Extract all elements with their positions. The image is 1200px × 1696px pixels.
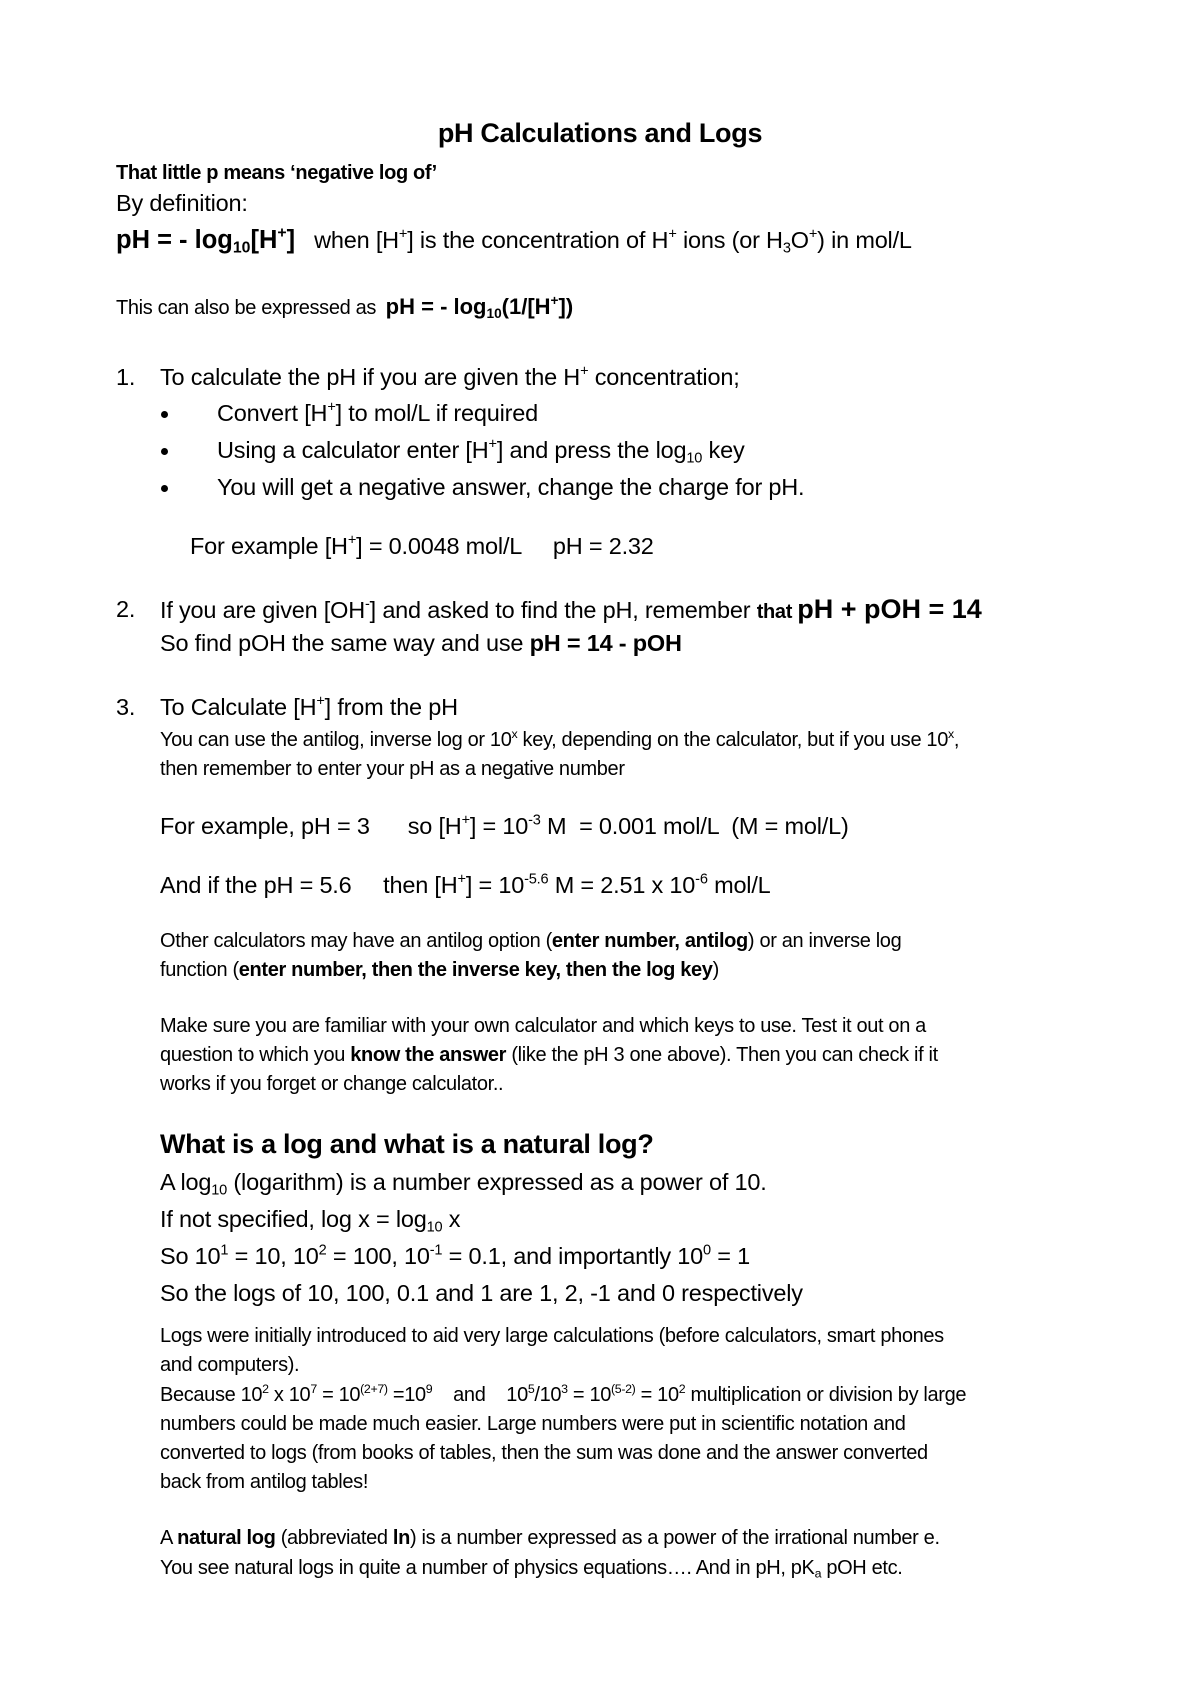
section-3-heading: To Calculate [H+] from the pH	[160, 693, 458, 720]
logs-line4: So the logs of 10, 100, 0.1 and 1 are 1, 2, -1 and 0 respectively	[160, 1280, 803, 1306]
section-1-example: For example [H+] = 0.0048 mol/L pH = 2.32	[190, 532, 654, 559]
history-line5: converted to logs (from books of tables, then the sum was done and the answer converted	[160, 1442, 928, 1464]
definition-explanation: when [H+] is the concentration of H+ ions (or $H_3O^+$) in mol/L	[307, 226, 912, 257]
bullet-icon	[161, 485, 168, 492]
history-line2: and computers).	[160, 1354, 300, 1376]
alternate-expression-line: This can also be expressed as pH = - $\log_{10}(1/[H^+])$	[116, 293, 574, 322]
history-line3: Because $10^2$ x $10^7 = 10^{(2+7)} =10^9$ and $10^5/10^3 = 10^{(5-2)} = 10^2$ multiplication or division by large	[160, 1381, 967, 1406]
alternate-formula: pH = - $\log_{10}(1/[H^+])$	[385, 293, 574, 322]
section-3-example-2: And if the pH = 5.6 then $[H^+] = 10^{-5.6}$ M = 2.51 x $10^{-6}$ mol/L	[160, 871, 771, 898]
make-sure-line3: works if you forget or change calculator..	[160, 1073, 504, 1095]
natural-log-line1: A natural log (abbreviated ln) is a number expressed as a power of the irrational number e.	[160, 1527, 940, 1549]
ph-poh-formula: pH + pOH = 14	[797, 594, 982, 624]
section-2-line2: So find pOH the same way and use pH = 14 - pOH	[160, 630, 682, 656]
section-3-note-line1: You can use the antilog, inverse log or 10$^x$ key, depending on the calculator, but if you use 10$^x$,	[160, 726, 960, 751]
by-definition-label: By definition:	[116, 190, 248, 216]
logs-heading: What is a log and what is a natural log?	[160, 1129, 654, 1159]
natural-log-line2: You see natural logs in quite a number of physics equations…. And in pH, $pK_a$ pOH etc.	[160, 1557, 903, 1581]
ph-formula: pH = - $\log_{10}[H^+]$	[116, 224, 296, 257]
section-3-note-line2: then remember to enter your pH as a negative number	[160, 758, 625, 780]
section-1-heading: To calculate the pH if you are given the H+ concentration;	[160, 363, 740, 390]
make-sure-line1: Make sure you are familiar with your own calculator and which keys to use. Test it out on a	[160, 1015, 926, 1037]
make-sure-line2: question to which you know the answer (like the pH 3 one above). Then you can check if it	[160, 1044, 938, 1066]
bullet-icon	[161, 411, 168, 418]
definition-formula-line	[116, 226, 912, 255]
logs-line3: So $10^1 = 10$, $10^2 = 100$, $10^{-1} = 0.1$, and importantly $10^0 = 1$	[160, 1242, 750, 1269]
page-title: pH Calculations and Logs	[437, 118, 763, 148]
little-p-note: That little p means ‘negative log of’	[116, 162, 437, 184]
other-calculators-line2: function (enter number, then the inverse key, then the log key)	[160, 959, 719, 981]
history-line6: back from antilog tables!	[160, 1471, 369, 1493]
history-line1: Logs were initially introduced to aid very large calculations (before calculators, smart phones	[160, 1325, 944, 1347]
section-3-example-1: For example, pH = 3 so $[H^+] = 10^{-3}$ M = 0.001 mol/L (M = mol/L)	[160, 812, 849, 839]
bullet-icon	[161, 448, 168, 455]
bullet-convert: Convert [H+] to mol/L if required	[217, 399, 539, 426]
other-calculators-line1: Other calculators may have an antilog option (enter number, antilog) or an inverse log	[160, 930, 902, 952]
history-line4: numbers could be made much easier. Large numbers were put in scientific notation and	[160, 1413, 906, 1435]
logs-line1: A $\log_{10}$ (logarithm) is a number expressed as a power of 10.	[160, 1169, 767, 1199]
section-2-number: 2.	[116, 596, 136, 622]
bullet-calculator: Using a calculator enter [H+] and press the $\log_{10}$ key	[217, 436, 745, 467]
section-3-number: 3.	[116, 694, 136, 720]
section-1-number: 1.	[116, 364, 136, 390]
section-2-heading: If you are given [OH-] and asked to find the pH, remember that pH + pOH = 14	[160, 594, 982, 624]
logs-line2: If not specified, $\log x = \log_{10} x$	[160, 1206, 461, 1236]
bullet-negative-answer: You will get a negative answer, change the charge for pH.	[217, 474, 805, 500]
